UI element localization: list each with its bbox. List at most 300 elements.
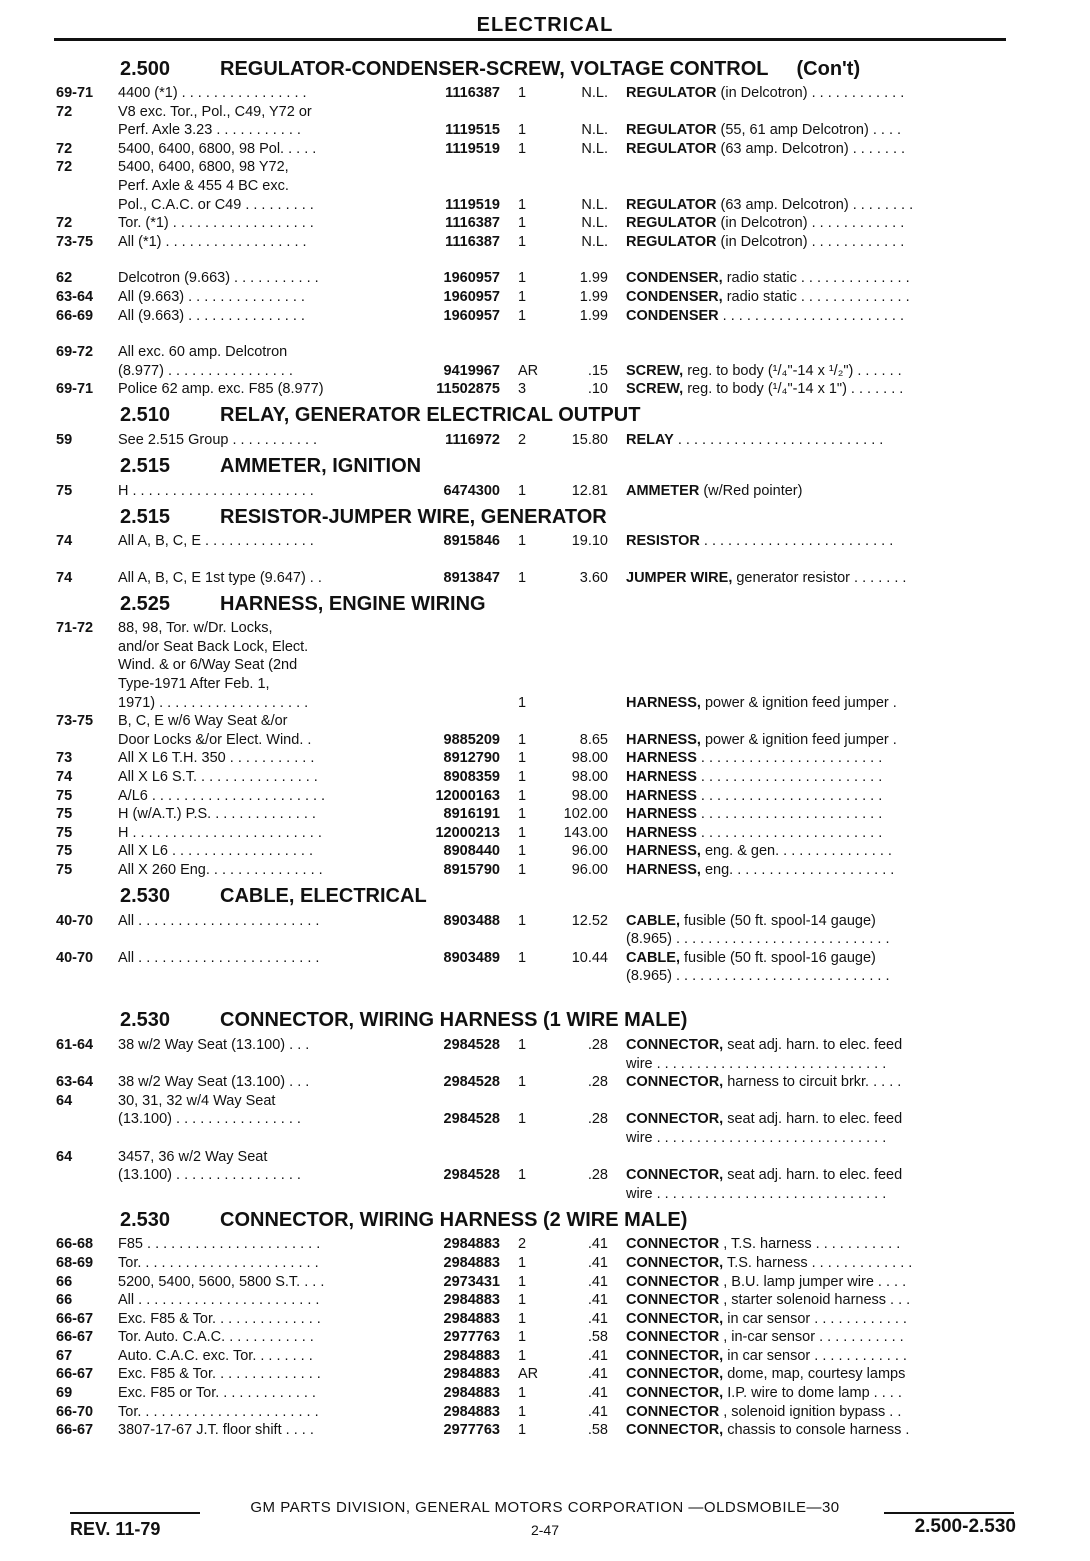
part-name: RESISTOR: [626, 533, 700, 550]
quantity: 1: [518, 270, 527, 287]
model-application: All . . . . . . . . . . . . . . . . . . . . . . .: [118, 949, 320, 966]
part-detail: wire . . . . . . . . . . . . . . . . . . . . . . . . . . . . .: [626, 1185, 887, 1202]
quantity: 1: [518, 1036, 527, 1053]
page-header: ELECTRICAL: [476, 14, 614, 36]
model-application: All X L6 T.H. 350 . . . . . . . . . . .: [118, 750, 315, 767]
part-detail: . . . . . . . . . . . . . . . . . . . . . . .: [696, 750, 883, 767]
model-application: and/or Seat Back Lock, Elect.: [118, 638, 309, 655]
part-name: CONNECTOR: [626, 1329, 720, 1346]
section-title: AMMETER, IGNITION: [220, 455, 422, 477]
part-row: [56, 380, 1016, 399]
row-spacer: [56, 251, 1016, 269]
part-name: HARNESS: [626, 806, 697, 823]
model-years: 75: [56, 787, 73, 804]
price: [558, 694, 626, 713]
section-title: CONNECTOR, WIRING HARNESS (2 WIRE MALE): [220, 1208, 688, 1231]
section-continued: (Con't): [796, 57, 861, 80]
part-name: REGULATOR: [626, 233, 717, 250]
price: 1.99: [579, 288, 608, 305]
price: [558, 103, 626, 122]
quantity: 1: [518, 949, 527, 966]
part-detail: dome, map, courtesy lamps: [723, 1366, 906, 1383]
part-number: [408, 619, 508, 638]
model-application: 38 w/2 Way Seat (13.100) . . .: [118, 1074, 310, 1091]
part-name: REGULATOR: [626, 122, 717, 139]
price: .41: [587, 1347, 608, 1364]
price: .58: [587, 1422, 608, 1439]
part-row: [56, 1291, 1016, 1310]
model-years: 66-69: [56, 307, 94, 324]
part-detail: I.P. wire to dome lamp . . . .: [723, 1385, 902, 1402]
part-number: 1960957: [443, 307, 500, 324]
model-years: 40-70: [56, 912, 94, 929]
price: [558, 343, 626, 362]
price: 1.99: [579, 307, 608, 324]
quantity: 1: [518, 787, 527, 804]
model-application: All exc. 60 amp. Delcotron: [118, 344, 288, 361]
model-years: 67: [56, 1347, 73, 1364]
quantity: 1: [518, 1292, 527, 1309]
part-description: [626, 1110, 1016, 1129]
quantity: [508, 712, 558, 731]
quantity: 1: [518, 1403, 527, 1420]
price: [558, 158, 626, 177]
price: [558, 1185, 626, 1204]
model-years: 75: [56, 806, 73, 823]
quantity: 1: [518, 731, 527, 748]
model-years: 61-64: [56, 1036, 94, 1053]
quantity: [508, 930, 558, 949]
part-detail: , in-car sensor . . . . . . . . . . .: [719, 1329, 904, 1346]
price: [558, 1148, 626, 1167]
row-spacer: [56, 551, 1016, 569]
part-number: 9885209: [443, 731, 500, 748]
part-name: CONNECTOR: [626, 1273, 720, 1290]
part-description: [626, 121, 1016, 140]
price: 96.00: [571, 843, 608, 860]
quantity: [508, 967, 558, 986]
part-detail: (8.965) . . . . . . . . . . . . . . . . . . . . . . . . . . .: [626, 931, 890, 948]
model-years: 66-67: [56, 1422, 94, 1439]
part-detail: seat adj. harn. to elec. feed: [723, 1036, 903, 1053]
part-detail: wire . . . . . . . . . . . . . . . . . . . . . . . . . . . . .: [626, 1129, 887, 1146]
model-years: 69: [56, 1385, 73, 1402]
part-description: [626, 842, 1016, 861]
part-description: [626, 103, 1016, 122]
part-row: [56, 861, 1016, 880]
part-number: 2984528: [443, 1111, 500, 1128]
part-description: [626, 288, 1016, 307]
model-years: 73-75: [56, 713, 94, 730]
part-name: HARNESS,: [626, 843, 701, 860]
part-name: REGULATOR: [626, 85, 717, 101]
part-detail: chassis to console harness .: [723, 1422, 910, 1439]
part-name: AMMETER: [626, 482, 700, 499]
part-name: CONDENSER,: [626, 270, 723, 287]
part-row: [56, 343, 1016, 362]
part-number: 8915846: [443, 533, 500, 550]
quantity: 1: [518, 1347, 527, 1364]
part-description: [626, 805, 1016, 824]
part-detail: (in Delcotron) . . . . . . . . . . . .: [716, 215, 905, 232]
model-application: All (9.663) . . . . . . . . . . . . . . .: [118, 288, 305, 305]
footer-page-number: 2-47: [530, 1522, 560, 1538]
part-description: [626, 694, 1016, 713]
price: .41: [587, 1236, 608, 1253]
model-application: Type-1971 After Feb. 1,: [118, 676, 270, 693]
price: .28: [587, 1111, 608, 1128]
quantity: [508, 1055, 558, 1074]
part-detail: . . . . . . . . . . . . . . . . . . . . . . .: [696, 806, 883, 823]
price: .41: [587, 1385, 608, 1402]
model-years: [56, 1055, 118, 1074]
part-row: [56, 103, 1016, 122]
price: 143.00: [563, 824, 608, 841]
part-row: [56, 1347, 1016, 1366]
part-number: [408, 158, 508, 177]
part-number: [408, 1129, 508, 1148]
part-description: [626, 343, 1016, 362]
model-application: H . . . . . . . . . . . . . . . . . . . . . . .: [118, 482, 314, 499]
section-number: 2.500: [120, 57, 171, 80]
model-years: [56, 967, 118, 986]
part-row: [56, 638, 1016, 657]
part-row: [56, 1166, 1016, 1185]
part-detail: radio static . . . . . . . . . . . . . .: [722, 288, 910, 305]
section-number: 2.530: [120, 1009, 171, 1032]
section-title: CABLE, ELECTRICAL: [220, 885, 427, 908]
quantity: [508, 103, 558, 122]
part-detail: radio static . . . . . . . . . . . . . .: [722, 270, 910, 287]
model-application: 4400 (*1) . . . . . . . . . . . . . . . .: [118, 85, 307, 101]
part-name: SCREW,: [626, 381, 684, 398]
model-application: Perf. Axle & 455 4 BC exc.: [118, 177, 289, 194]
part-number: [408, 638, 508, 657]
part-number: 12000213: [435, 824, 500, 841]
part-detail: harness to circuit brkr. . . . .: [723, 1074, 902, 1091]
part-description: [626, 1421, 1016, 1440]
part-row: [56, 1384, 1016, 1403]
part-number: 2984883: [443, 1385, 500, 1402]
part-description: [626, 84, 1016, 103]
part-row: [56, 1185, 1016, 1204]
part-name: CONNECTOR,: [626, 1347, 724, 1364]
part-detail: wire . . . . . . . . . . . . . . . . . . . . . . . . . . . . .: [626, 1055, 887, 1072]
section-heading: [56, 54, 1016, 84]
model-years: [56, 121, 118, 140]
quantity: 1: [518, 1111, 527, 1128]
model-years: 66-67: [56, 1329, 94, 1346]
part-description: [626, 269, 1016, 288]
part-row: [56, 912, 1016, 931]
part-description: [626, 1185, 1016, 1204]
model-application: (8.977) . . . . . . . . . . . . . . . .: [118, 362, 293, 379]
price: .15: [587, 362, 608, 379]
price: 12.81: [571, 482, 608, 499]
model-application: Tor. Auto. C.A.C. . . . . . . . . . . .: [118, 1329, 314, 1346]
quantity: [508, 638, 558, 657]
part-row: [56, 656, 1016, 675]
model-years: 66-67: [56, 1310, 94, 1327]
part-name: HARNESS: [626, 787, 697, 804]
part-row: [56, 158, 1016, 177]
model-years: 64: [56, 1092, 73, 1109]
price: .41: [587, 1273, 608, 1290]
part-number: [408, 1185, 508, 1204]
part-description: [626, 1073, 1016, 1092]
price: [558, 177, 626, 196]
part-detail: generator resistor . . . . . . .: [732, 569, 907, 586]
part-row: [56, 233, 1016, 252]
model-years: [56, 1110, 118, 1129]
part-number: 2984883: [443, 1347, 500, 1364]
model-application: H (w/A.T.) P.S. . . . . . . . . . . . . .: [118, 806, 316, 823]
model-application: 5400, 6400, 6800, 98 Y72,: [118, 159, 289, 176]
part-detail: power & ignition feed jumper .: [700, 731, 897, 748]
part-description: [626, 638, 1016, 657]
section-title: CONNECTOR, WIRING HARNESS (1 WIRE MALE): [220, 1009, 688, 1032]
price: 10.44: [571, 949, 608, 966]
part-name: CONNECTOR: [626, 1292, 720, 1309]
model-application: F85 . . . . . . . . . . . . . . . . . . . . . .: [118, 1236, 321, 1253]
part-name: SCREW,: [626, 362, 684, 379]
quantity: 1: [518, 862, 527, 878]
part-row: [56, 787, 1016, 806]
model-application: H . . . . . . . . . . . . . . . . . . . . . . . .: [118, 824, 322, 841]
model-application: 1971) . . . . . . . . . . . . . . . . . . .: [118, 694, 309, 711]
part-description: [626, 675, 1016, 694]
model-years: [56, 177, 118, 196]
model-application: 30, 31, 32 w/4 Way Seat: [118, 1092, 276, 1109]
quantity: [508, 675, 558, 694]
model-years: [56, 1129, 118, 1148]
model-application: 5200, 5400, 5600, 5800 S.T. . . .: [118, 1273, 325, 1290]
part-number: 8912790: [443, 750, 500, 767]
model-years: 66-67: [56, 1366, 94, 1383]
model-application: All X 260 Eng. . . . . . . . . . . . . . .: [118, 862, 323, 878]
quantity: [508, 619, 558, 638]
part-row: [56, 731, 1016, 750]
part-number: [408, 967, 508, 986]
price: 8.65: [579, 731, 608, 748]
part-detail: (63 amp. Delcotron) . . . . . . .: [716, 140, 906, 157]
price: N.L.: [581, 140, 608, 157]
price: .41: [587, 1292, 608, 1309]
part-row: [56, 712, 1016, 731]
part-name: CONNECTOR: [626, 1236, 720, 1253]
quantity: [508, 158, 558, 177]
section-heading: [56, 589, 1016, 619]
part-detail: in car sensor . . . . . . . . . . . .: [723, 1347, 907, 1364]
part-row: [56, 1365, 1016, 1384]
model-application: Door Locks &/or Elect. Wind. .: [118, 731, 312, 748]
price: [558, 638, 626, 657]
part-name: HARNESS: [626, 824, 697, 841]
price: .28: [587, 1167, 608, 1184]
model-years: 75: [56, 862, 73, 878]
part-row: [56, 967, 1016, 986]
part-row: [56, 269, 1016, 288]
part-description: [626, 768, 1016, 787]
price: N.L.: [581, 122, 608, 139]
part-detail: in car sensor . . . . . . . . . . . .: [723, 1310, 907, 1327]
part-name: CONNECTOR,: [626, 1111, 724, 1128]
model-years: 66-70: [56, 1403, 94, 1420]
model-application: All A, B, C, E 1st type (9.647) . .: [118, 569, 322, 586]
model-years: 66-68: [56, 1236, 94, 1253]
price: [558, 1092, 626, 1111]
part-detail: , solenoid ignition bypass . .: [719, 1403, 902, 1420]
model-application: Police 62 amp. exc. F85 (8.977): [118, 381, 324, 398]
section-number: 2.515: [120, 505, 171, 528]
model-years: 62: [56, 270, 73, 287]
part-description: [626, 177, 1016, 196]
part-name: REGULATOR: [626, 140, 717, 157]
part-detail: , T.S. harness . . . . . . . . . . .: [719, 1236, 901, 1253]
price: .41: [587, 1403, 608, 1420]
model-application: 38 w/2 Way Seat (13.100) . . .: [118, 1036, 310, 1053]
model-application: All (9.663) . . . . . . . . . . . . . . .: [118, 307, 305, 324]
model-years: 69-71: [56, 85, 94, 101]
part-name: CABLE,: [626, 912, 680, 929]
part-description: [626, 787, 1016, 806]
part-detail: . . . . . . . . . . . . . . . . . . . . . . .: [718, 307, 904, 324]
part-number: 2984528: [443, 1036, 500, 1053]
part-number: 2984883: [443, 1236, 500, 1253]
model-years: 66: [56, 1292, 73, 1309]
part-name: HARNESS: [626, 769, 697, 786]
part-number: 9419967: [443, 362, 500, 379]
part-name: REGULATOR: [626, 196, 717, 213]
part-number: [408, 675, 508, 694]
model-application: See 2.515 Group . . . . . . . . . . .: [118, 431, 318, 448]
price: N.L.: [581, 233, 608, 250]
part-name: CABLE,: [626, 949, 680, 966]
quantity: 1: [518, 769, 527, 786]
model-years: [56, 1166, 118, 1185]
model-years: 63-64: [56, 288, 94, 305]
quantity: 1: [518, 1167, 527, 1184]
model-application: All (*1) . . . . . . . . . . . . . . . . . .: [118, 233, 307, 250]
part-number: 2984883: [443, 1310, 500, 1327]
row-spacer: [56, 325, 1016, 343]
section-number: 2.525: [120, 592, 171, 615]
part-description: [626, 307, 1016, 326]
part-name: HARNESS,: [626, 694, 701, 711]
model-years: 72: [56, 140, 73, 157]
part-detail: . . . . . . . . . . . . . . . . . . . . . . .: [696, 769, 883, 786]
part-number: 1116387: [445, 233, 500, 250]
model-years: 40-70: [56, 949, 94, 966]
part-description: [626, 158, 1016, 177]
part-number: 6474300: [443, 482, 500, 499]
part-row: [56, 768, 1016, 787]
part-row: [56, 1073, 1016, 1092]
model-application: (13.100) . . . . . . . . . . . . . . . .: [118, 1167, 301, 1184]
section-number: 2.515: [120, 455, 171, 477]
quantity: 1: [518, 1329, 527, 1346]
part-number: 8915790: [443, 862, 500, 878]
part-description: [626, 362, 1016, 381]
part-row: [56, 196, 1016, 215]
part-detail: . . . . . . . . . . . . . . . . . . . . . . .: [696, 824, 883, 841]
part-description: [626, 712, 1016, 731]
price: 98.00: [571, 787, 608, 804]
price: N.L.: [581, 85, 608, 101]
part-number: 2973431: [443, 1273, 500, 1290]
quantity: 1: [518, 533, 527, 550]
price: 1.99: [579, 270, 608, 287]
quantity: 1: [518, 1385, 527, 1402]
model-application: Tor. (*1) . . . . . . . . . . . . . . . . . .: [118, 215, 314, 232]
price: [558, 619, 626, 638]
price: .28: [587, 1074, 608, 1091]
part-row: [56, 140, 1016, 159]
quantity: 1: [518, 307, 527, 324]
part-number: 2984528: [443, 1074, 500, 1091]
price: 3.60: [579, 569, 608, 586]
price: [558, 656, 626, 675]
part-name: JUMPER WIRE,: [626, 569, 733, 586]
part-description: [626, 930, 1016, 949]
part-row: [56, 675, 1016, 694]
model-application: [118, 930, 408, 949]
model-years: 59: [56, 431, 73, 448]
section-title: HARNESS, ENGINE WIRING: [220, 592, 486, 615]
part-description: [626, 1273, 1016, 1292]
part-description: [626, 1129, 1016, 1148]
section-number: 2.530: [120, 1208, 171, 1231]
part-detail: (63 amp. Delcotron) . . . . . . . .: [716, 196, 914, 213]
quantity: 1: [518, 750, 527, 767]
model-years: [56, 196, 118, 215]
part-detail: power & ignition feed jumper .: [700, 694, 897, 711]
part-number: 2984883: [443, 1254, 500, 1271]
model-application: All . . . . . . . . . . . . . . . . . . . . . . .: [118, 912, 320, 929]
quantity: [508, 1092, 558, 1111]
section-title: RELAY, GENERATOR ELECTRICAL OUTPUT: [220, 404, 641, 427]
part-description: [626, 1365, 1016, 1384]
model-years: 69-71: [56, 381, 94, 398]
part-description: [626, 1347, 1016, 1366]
part-row: [56, 1235, 1016, 1254]
part-row: [56, 1110, 1016, 1129]
price: [558, 712, 626, 731]
model-years: 74: [56, 769, 73, 786]
model-application: [118, 1055, 408, 1074]
part-description: [626, 431, 1016, 450]
part-description: [626, 1384, 1016, 1403]
section-heading: [56, 452, 1016, 482]
model-application: All X L6 S.T. . . . . . . . . . . . . . . .: [118, 769, 318, 786]
quantity: 1: [518, 824, 527, 841]
model-application: [118, 967, 408, 986]
part-description: [626, 1291, 1016, 1310]
price: [558, 930, 626, 949]
price: 96.00: [571, 862, 608, 878]
part-number: 1116387: [445, 215, 500, 232]
part-description: [626, 1166, 1016, 1185]
quantity: AR: [518, 362, 539, 379]
part-row: [56, 177, 1016, 196]
price: .28: [587, 1036, 608, 1053]
part-description: [626, 1310, 1016, 1329]
part-row: [56, 842, 1016, 861]
model-years: 75: [56, 824, 73, 841]
model-application: Tor. . . . . . . . . . . . . . . . . . . . . . .: [118, 1254, 319, 1271]
part-number: 8903488: [443, 912, 500, 929]
part-row: [56, 824, 1016, 843]
